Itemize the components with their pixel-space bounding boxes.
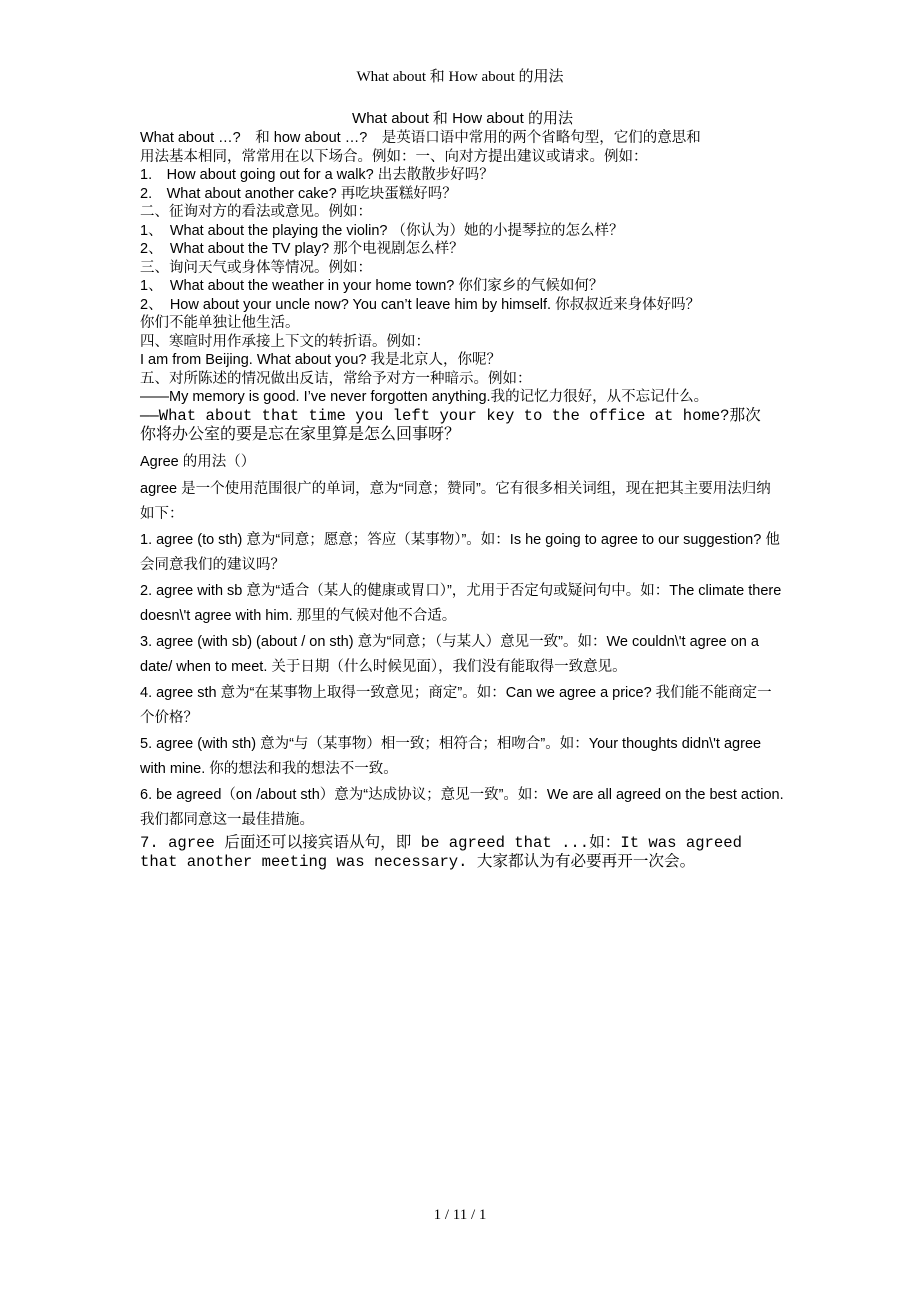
usage-item: 5. agree (with sth) 意为“与（某事物）相一致；相符合；相吻合”。如：Your thoughts didn\'t agree with mine. 你的想法和我的想法不一致。 <box>140 735 762 777</box>
example-line: 1. How about going out for a walk? 出去散散步好吗？ <box>140 167 494 183</box>
section-heading: 五、对所陈述的情况做出反诘，常给予对方一种暗示。例如： <box>140 370 532 387</box>
page-header: What about 和 How about 的用法 <box>356 69 564 85</box>
example-line: 2. What about another cake? 再吃块蛋糕好吗？ <box>140 185 457 202</box>
example-line: 2、 How about your uncle now? You can’t leave him by himself. 你叔叔近来身体好吗？ <box>140 296 701 313</box>
paragraph: agree 是一个使用范围很广的单词，意为“同意；赞同”。它有很多相关词组，现在把其主要用法归纳如下： <box>140 480 771 522</box>
example-line: 1、 What about the playing the violin? （你认为）她的小提琴拉的怎么样？ <box>140 222 624 239</box>
usage-item: 1. agree (to sth) 意为“同意；愿意；答应（某事物）”。如：Is he going to agree to our suggestion? 他会同意我们的建议吗？ <box>140 531 780 573</box>
document-title: What about 和 How about 的用法 <box>352 110 573 127</box>
section-heading: 二、征询对方的看法或意见。例如： <box>140 204 372 220</box>
section-agree-usage <box>140 452 785 872</box>
section-heading: 三、询问天气或身体等情况。例如： <box>140 259 372 276</box>
example-line-mono: ——What about that time you left your key to the office at home?那次 <box>140 406 761 425</box>
document-body <box>140 110 785 872</box>
body-line: 用法基本相同，常常用在以下场合。例如：一、向对方提出建议或请求。例如： <box>140 148 648 165</box>
section-heading: 四、寒暄时用作承接上下文的转折语。例如： <box>140 333 430 350</box>
usage-item: 6. be agreed（on /about sth）意为“达成协议；意见一致”。如：We are all agreed on the best action. 我们都同意这一最佳措施。 <box>140 786 784 828</box>
example-line: 2、 What about the TV play? 那个电视剧怎么样？ <box>140 241 464 257</box>
example-line: ——My memory is good. I’ve never forgotten anything.我的记忆力很好，从不忘记什么。 <box>140 389 709 405</box>
body-line: What about …? 和 how about …? 是英语口语中常用的两个省略句型，它们的意思和 <box>140 130 701 146</box>
example-line: 你们不能单独让他生活。 <box>140 315 300 331</box>
section-what-about-how-about <box>140 129 785 445</box>
page-number: 1 / 11 / 1 <box>433 1207 487 1223</box>
example-line: 1、 What about the weather in your home town? 你们家乡的气候如何？ <box>140 278 604 294</box>
usage-item: 2. agree with sb 意为“适合（某人的健康或胃口）”，尤用于否定句或疑问句中。如：The climate there doesn\'t agree with him. 那里的气候对他不合适。 <box>140 582 782 624</box>
example-line-mono: 你将办公室的要是忘在家里算是怎么回事呀？ <box>140 425 461 444</box>
usage-item: 4. agree sth 意为“在某事物上取得一致意见；商定”。如：Can we agree a price? 我们能不能商定一个价格？ <box>140 684 772 726</box>
usage-item-mono: 7. agree 后面还可以接宾语从句，即 be agreed that ...如：It was agreed <box>140 833 742 852</box>
example-line: I am from Beijing. What about you? 我是北京人，你呢？ <box>140 352 501 368</box>
usage-item-mono: that another meeting was necessary. 大家都认为有必要再开一次会。 <box>140 852 696 871</box>
section-title: Agree 的用法（） <box>140 453 256 470</box>
usage-item: 3. agree (with sb) (about / on sth) 意为“同意；（与某人）意见一致”。如：We couldn\'t agree on a date/ when to meet. 关于日期（什么时候见面），我们没有能取得一致意见。 <box>140 633 759 675</box>
